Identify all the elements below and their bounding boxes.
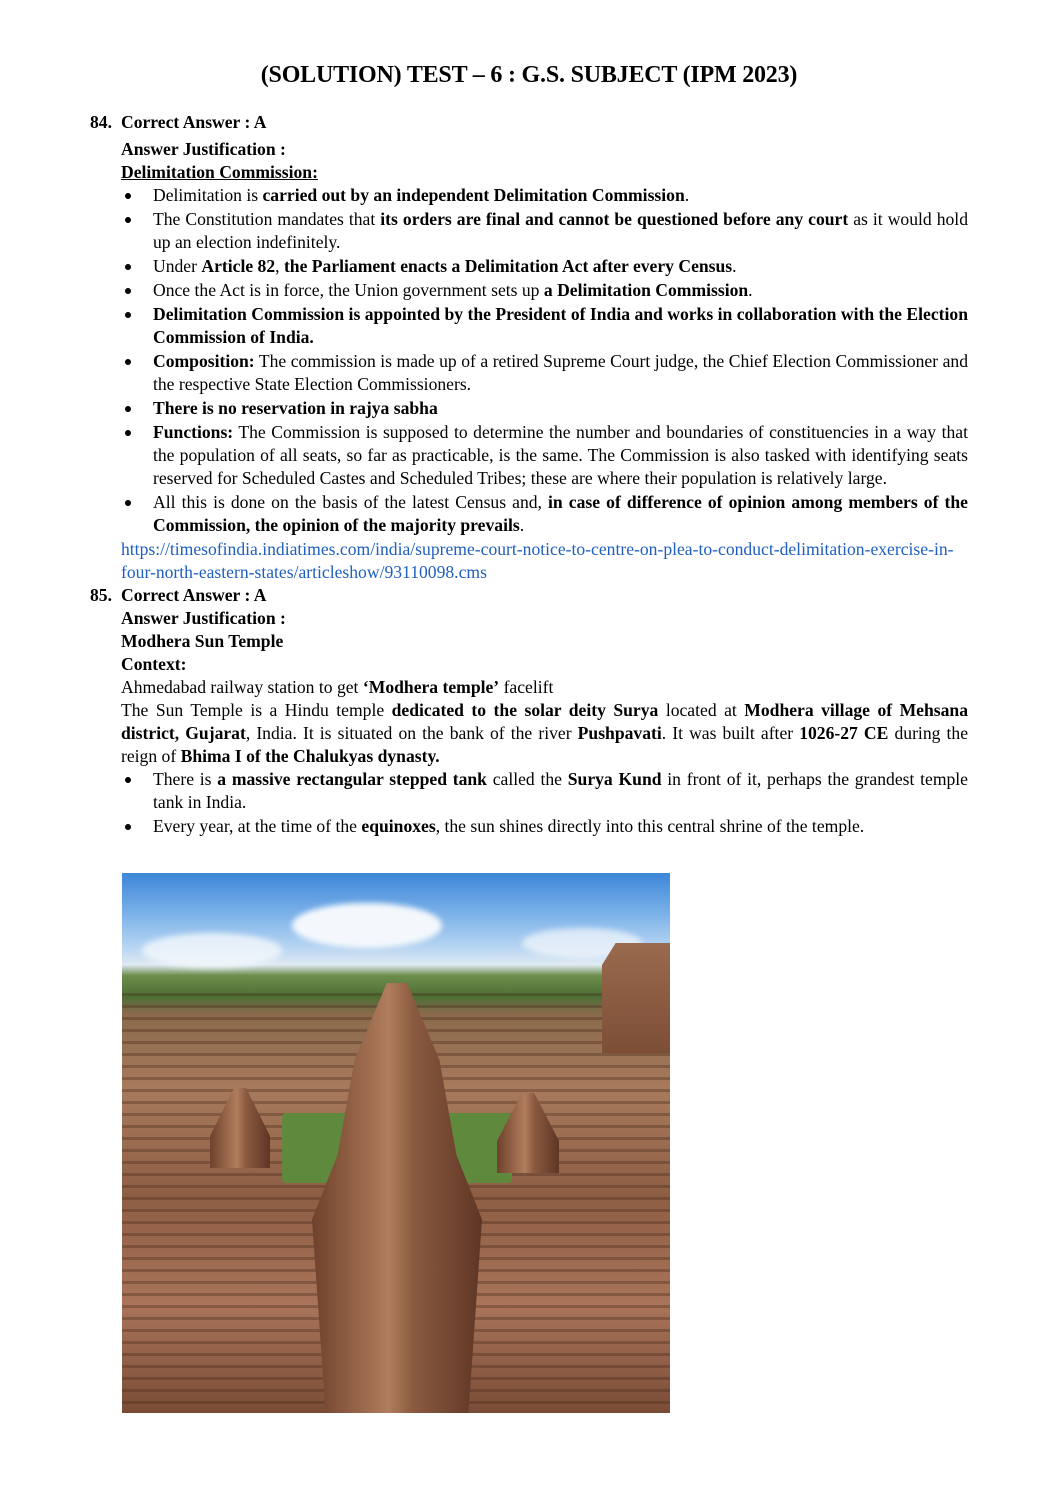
text-segment: dedicated to the solar deity Surya: [391, 700, 659, 720]
text-segment: Ahmedabad railway station to get: [121, 677, 363, 697]
text-segment: Article 82: [201, 256, 276, 276]
list-item: [153, 184, 968, 207]
text-segment: Surya Kund: [567, 769, 662, 789]
page-title: (SOLUTION) TEST – 6 : G.S. SUBJECT (IPM 2023): [260, 62, 798, 88]
text-segment: carried out by an independent Delimitation Commission: [262, 185, 685, 205]
question-number: 85.: [90, 585, 112, 605]
text-segment: as it would hold up an election indefinitely.: [153, 209, 968, 252]
text-segment: Under: [153, 256, 202, 276]
text-segment: Composition:: [153, 351, 255, 371]
section-heading: [90, 161, 968, 184]
correct-answer: Correct Answer : A: [121, 112, 267, 132]
text-segment: the Parliament enacts a Delimitation Act after every Census: [283, 256, 733, 276]
text-segment: Functions:: [153, 422, 234, 442]
text-segment: a Delimitation Commission: [543, 280, 749, 300]
question-84-answer: [90, 111, 968, 134]
description-paragraph: [90, 699, 968, 768]
text-segment: facelift: [499, 677, 554, 697]
modhera-sun-temple-photo: [122, 873, 670, 1413]
document-body: [90, 111, 968, 839]
text-segment: in front of it, perhaps the grandest temple tank in India.: [153, 769, 968, 812]
list-item: [153, 815, 968, 838]
list-item: [153, 303, 968, 349]
text-segment: equinoxes: [361, 816, 436, 836]
text-segment: a massive rectangular stepped tank: [217, 769, 487, 789]
text-segment: called the: [486, 769, 568, 789]
text-segment: There is: [153, 769, 218, 789]
text-segment: ,: [275, 256, 284, 276]
text-segment: Modhera village of Mehsana district, Gujarat: [121, 700, 968, 743]
text-segment: Pushpavati: [577, 723, 662, 743]
text-segment: Delimitation Commission is appointed by the President of India and works in collaboration with the Election Commission of India.: [153, 304, 968, 347]
answer-justification-label: Answer Justification :: [121, 139, 286, 159]
text-segment: ‘Modhera temple’: [362, 677, 500, 697]
bullet-list: [90, 184, 968, 537]
temple-pavilion: [602, 943, 670, 1053]
text-segment: .: [732, 256, 737, 276]
text-segment: 1026-27 CE: [799, 723, 889, 743]
cloud: [292, 903, 442, 948]
text-segment: . It was built after: [661, 723, 800, 743]
text-segment: .: [684, 185, 690, 205]
text-segment: The Sun Temple is a Hindu temple: [121, 700, 392, 720]
text-segment: Bhima I of the Chalukyas dynasty.: [180, 746, 440, 766]
context-text: [90, 676, 968, 699]
heading-text: Delimitation Commission:: [121, 162, 318, 182]
bullet-list: [90, 768, 968, 838]
text-segment: Once the Act is in force, the Union government sets up: [153, 280, 544, 300]
text-segment: The Commission is supposed to determine the number and boundaries of constituencies in a way that the population of all seats, so far as practicable, is the same. The Commission is also tasked with identifying seats reserved for Scheduled Castes and Scheduled Tribes; these are where their population is relatively large.: [153, 422, 968, 488]
answer-justification-label: Answer Justification :: [121, 608, 286, 628]
list-item: [153, 397, 968, 420]
text-segment: , India. It is situated on the bank of the river: [245, 723, 578, 743]
text-segment: Delimitation is: [153, 185, 263, 205]
context-label: Context:: [121, 654, 187, 674]
source-link-wrap: [90, 538, 968, 584]
text-segment: during the reign of: [121, 723, 969, 766]
question-85-answer: [90, 584, 968, 607]
cloud: [142, 933, 282, 968]
text-segment: All this is done on the basis of the latest Census and,: [153, 492, 549, 512]
question-number: 84.: [90, 112, 112, 132]
text-segment: , the sun shines directly into this central shrine of the temple.: [435, 816, 865, 836]
text-segment: The Constitution mandates that: [153, 209, 381, 229]
text-segment: The commission is made up of a retired Supreme Court judge, the Chief Election Commissioner and the respective State Election Commissioners.: [153, 351, 968, 394]
list-item: [153, 421, 968, 490]
text-segment: its orders are final and cannot be questioned before any court: [380, 209, 849, 229]
list-item: [153, 255, 968, 278]
list-item: [153, 491, 968, 537]
text-segment: Every year, at the time of the: [153, 816, 362, 836]
text-segment: .: [519, 515, 525, 535]
list-item: [153, 279, 968, 302]
text-segment: located at: [658, 700, 745, 720]
text-segment: There is no reservation in rajya sabha: [153, 398, 438, 418]
list-item: [153, 208, 968, 254]
correct-answer: Correct Answer : A: [121, 585, 267, 605]
list-item: [153, 350, 968, 396]
text-segment: .: [748, 280, 753, 300]
section-heading: Modhera Sun Temple: [121, 631, 284, 651]
list-item: [153, 768, 968, 814]
text-segment: in case of difference of opinion among members of the Commission, the opinion of the majority prevails: [153, 492, 968, 535]
source-link[interactable]: https://timesofindia.indiatimes.com/india/supreme-court-notice-to-centre-on-plea-to-conduct-delimitation-exercise-in-four-north-eastern-states/articleshow/93110098.cms: [121, 539, 954, 582]
